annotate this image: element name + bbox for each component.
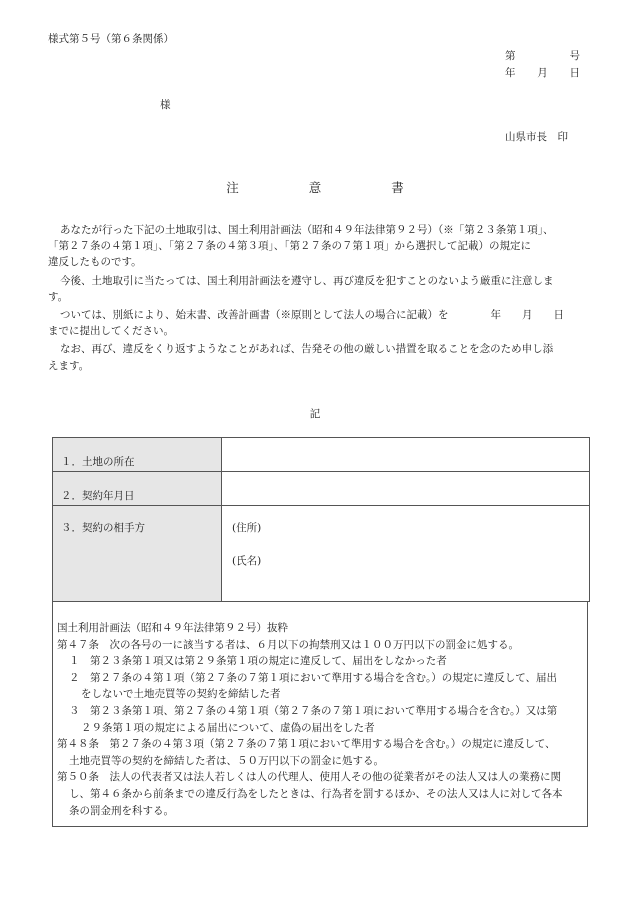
body-paragraph-3 [48,307,588,339]
body-paragraph-4 [48,341,588,373]
excerpt-heading: 国土利用計画法（昭和４９年法律第９２号）抜粋 [57,622,288,634]
article-48-line-2: 土地売買等の契約を締結した者は、５０万円以下の罰金に処する。 [69,754,384,767]
contract-date-value [222,472,590,506]
date-day-label: 日 [569,67,580,79]
counterparty-address-label: (住所) [232,522,262,534]
date-month-label: 月 [537,67,548,79]
table-row-contract-date [53,472,590,506]
date-year-label: 年 [505,67,516,79]
body-paragraph-1-line-1: あなたが行った下記の土地取引は、国土利用計画法（昭和４９年法律第９２号）（※「第２３条第１項」、 [60,224,554,236]
issuer-signature: 山県市長 印 [505,131,568,143]
article-47-item-3-line-2: ２９条第１項の規定による届出について、虚偽の届出をした者 [81,721,375,734]
body-paragraph-1-line-2: 「第２７条の４第１項」、「第２７条の４第３項」、「第２７条の７第１項」から選択して記載）の規定に [48,240,531,253]
record-label: 記 [309,408,321,420]
transaction-info-table [52,437,590,602]
document-title [0,180,630,196]
body-paragraph-3-line-1: ついては、別紙により、始末書、改善計画書（※原則として法人の場合に記載）を 年 月 日 [60,309,564,322]
law-excerpt-box [52,601,588,827]
article-48-line-1: 第４８条 第２７条の４第３項（第２７条の７第１項において準用する場合を含む。）の規定に違反して、 [57,738,556,751]
addressee-suffix: 様 [160,99,171,111]
form-number: 様式第５号（第６条関係） [48,33,174,45]
document-number-prefix: 第 [505,50,516,62]
article-47-item-2-line-1: ２ 第２７条の４第１項（第２７条の７第１項において準用する場合を含む。）の規定に違反して、届出 [69,671,558,684]
article-47-item-3-line-1: ３ 第２３条第１項、第２７条の４第１項（第２７条の７第１項において準用する場合を含む。）又は第 [69,704,558,717]
article-50-line-3: 条の罰金刑を科する。 [69,804,174,817]
document-number-suffix: 号 [569,50,580,62]
table-row-land-location [53,438,590,472]
land-location-value [222,438,590,472]
document-date-line [505,67,580,80]
body-paragraph-1 [48,222,588,271]
document-title-text: 注 意 書 [226,180,433,195]
body-paragraph-1-line-3: 違反したものです。 [48,256,142,269]
article-47-item-2-line-2: をしないで土地売買等の契約を締結した者 [81,688,281,701]
document-number-line [505,50,580,63]
body-paragraph-4-line-2: えます。 [48,359,90,372]
article-47-item-1: １ 第２３条第１項又は第２９条第１項の規定に違反して、届出をしなかった者 [69,655,447,668]
body-paragraph-2-line-2: す。 [48,290,69,303]
body-paragraph-2-line-1: 今後、土地取引に当たっては、国土利用計画法を遵守し、再び違反を犯すことのないよう厳重に注意しま [60,274,554,287]
land-location-label: １．土地の所在 [53,438,222,472]
body-text [48,222,588,376]
body-paragraph-2 [48,273,588,305]
body-paragraph-3-line-2: までに提出してください。 [48,325,174,338]
article-47: 第４７条 次の各号の一に該当する者は、６月以下の拘禁刑又は１００万円以下の罰金に処する。 [57,638,519,651]
table-row-counterparty [53,506,590,602]
body-paragraph-4-line-1: なお、再び、違反をくり返すようなことがあれば、告発その他の厳しい措置を取ることを念のため申し添 [60,343,554,356]
article-50-line-1: 第５０条 法人の代表者又は法人若しくは人の代理人、使用人その他の従業者がその法人又は人の業務に関 [57,771,561,784]
contract-date-label: ２．契約年月日 [53,472,222,506]
counterparty-label: ３．契約の相手方 [53,506,222,602]
counterparty-name-label: (氏名) [232,555,262,568]
article-50-line-2: し、第４６条から前条までの違反行為をしたときは、行為者を罰するほか、その法人又は人に対して各本 [69,787,563,800]
counterparty-value [222,506,590,602]
